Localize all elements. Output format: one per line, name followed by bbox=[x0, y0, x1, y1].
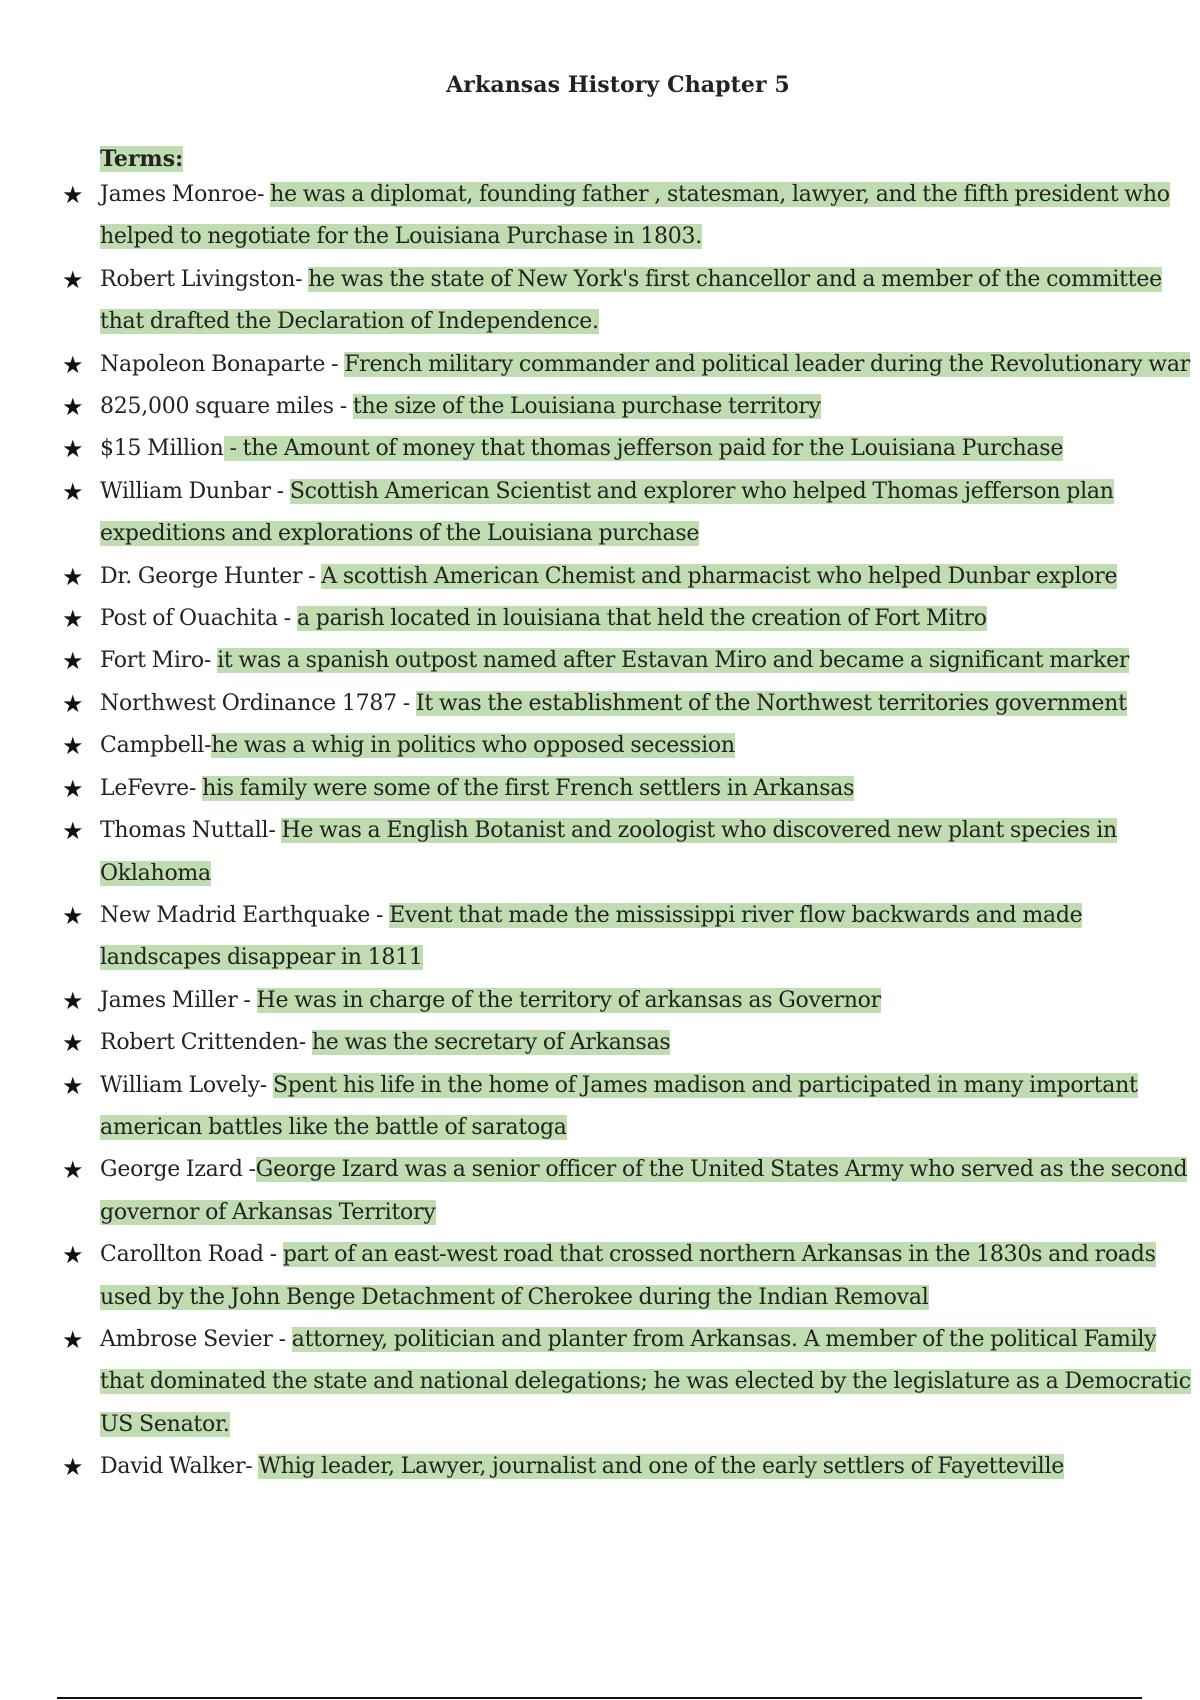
term-item bbox=[0, 640, 1200, 682]
term-label: Northwest Ordinance 1787 - bbox=[100, 690, 416, 716]
star-icon: ★ bbox=[62, 1325, 84, 1354]
star-icon: ★ bbox=[62, 1156, 84, 1185]
term-item bbox=[0, 1065, 1200, 1150]
terms-list bbox=[0, 174, 1200, 1489]
star-icon: ★ bbox=[62, 1241, 84, 1270]
term-label: David Walker- bbox=[100, 1454, 259, 1480]
term-item bbox=[0, 471, 1200, 556]
star-icon: ★ bbox=[62, 732, 84, 761]
term-label: Carollton Road - bbox=[100, 1242, 283, 1268]
term-definition: French military commander and political leader during the Revolutionary war bbox=[344, 351, 1190, 377]
term-label: Campbell- bbox=[100, 733, 212, 759]
term-item bbox=[0, 259, 1200, 344]
term-item bbox=[0, 1319, 1200, 1446]
star-icon: ★ bbox=[62, 817, 84, 846]
term-definition: he was the state of New York's first chancellor and a member of the committee that drafted the Declaration of Independence. bbox=[100, 266, 1162, 335]
term-definition: he was the secretary of Arkansas bbox=[311, 1030, 671, 1056]
term-definition: the size of the Louisiana purchase territory bbox=[352, 394, 821, 420]
term-label: Robert Livingston- bbox=[100, 266, 309, 292]
star-icon: ★ bbox=[62, 477, 84, 506]
star-icon: ★ bbox=[62, 901, 84, 930]
term-item bbox=[0, 1149, 1200, 1234]
term-item bbox=[0, 598, 1200, 640]
star-icon: ★ bbox=[62, 1029, 84, 1058]
term-definition: Scottish American Scientist and explorer who helped Thomas jefferson plan expeditions and explorations of the Louisiana purchase bbox=[100, 478, 1114, 547]
term-definition: he was a diplomat, founding father , statesman, lawyer, and the fifth president who helped to negotiate for the Louisiana Purchase in 1803. bbox=[100, 182, 1170, 250]
term-item bbox=[0, 344, 1200, 386]
term-item bbox=[0, 1446, 1200, 1488]
term-definition: attorney, politician and planter from Arkansas. A member of the political Family that dominated the state and national delegations; he was elected by the legislature as a Democratic US Senator. bbox=[100, 1326, 1191, 1437]
star-icon: ★ bbox=[62, 647, 84, 676]
term-label: George Izard - bbox=[100, 1157, 256, 1183]
term-item bbox=[0, 768, 1200, 810]
star-icon: ★ bbox=[62, 1453, 84, 1482]
term-definition: he was a whig in politics who opposed secession bbox=[211, 733, 735, 759]
terms-heading: Terms: bbox=[100, 146, 184, 172]
term-item bbox=[0, 428, 1200, 470]
term-label: Post of Ouachita - bbox=[100, 606, 297, 632]
term-item bbox=[0, 895, 1200, 980]
term-label: Ambrose Sevier - bbox=[100, 1326, 292, 1352]
term-label: LeFevre- bbox=[100, 775, 203, 801]
star-icon: ★ bbox=[62, 774, 84, 803]
star-icon: ★ bbox=[62, 393, 84, 422]
term-definition: his family were some of the first French settlers in Arkansas bbox=[202, 775, 855, 801]
term-item bbox=[0, 174, 1200, 259]
term-definition: part of an east-west road that crossed northern Arkansas in the 1830s and roads used by the John Benge Detachment of Cherokee during the Indian Removal bbox=[100, 1242, 1156, 1310]
star-icon: ★ bbox=[62, 562, 84, 591]
star-icon: ★ bbox=[62, 689, 84, 718]
star-icon: ★ bbox=[62, 435, 84, 464]
term-label: Dr. George Hunter - bbox=[100, 563, 322, 589]
term-item bbox=[0, 810, 1200, 895]
star-icon: ★ bbox=[62, 265, 84, 294]
term-label: James Miller - bbox=[100, 987, 257, 1013]
term-label: Robert Crittenden- bbox=[100, 1030, 312, 1056]
term-item bbox=[0, 1022, 1200, 1064]
term-definition: Event that made the mississippi river flow backwards and made landscapes disappear in 1811 bbox=[100, 902, 1083, 971]
bottom-rule bbox=[57, 1697, 1142, 1699]
term-label: 825,000 square miles - bbox=[100, 394, 353, 420]
term-definition: He was a English Botanist and zoologist who discovered new plant species in Oklahoma bbox=[100, 818, 1117, 886]
term-definition: - the Amount of money that thomas jefferson paid for the Louisiana Purchase bbox=[223, 436, 1064, 462]
term-label: James Monroe- bbox=[100, 182, 271, 207]
term-label: William Dunbar - bbox=[100, 478, 290, 504]
term-item bbox=[0, 980, 1200, 1022]
term-definition: it was a spanish outpost named after Estavan Miro and became a significant marker bbox=[217, 648, 1130, 674]
star-icon: ★ bbox=[62, 986, 84, 1015]
term-definition: It was the establishment of the Northwest territories government bbox=[415, 690, 1127, 716]
term-label: William Lovely- bbox=[100, 1072, 273, 1098]
term-label: New Madrid Earthquake - bbox=[100, 902, 390, 928]
page-title: Arkansas History Chapter 5 bbox=[446, 72, 790, 98]
term-definition: Whig leader, Lawyer, journalist and one of the early settlers of Fayetteville bbox=[258, 1454, 1064, 1480]
star-icon: ★ bbox=[62, 605, 84, 634]
term-label: $15 Million bbox=[100, 436, 224, 462]
term-item bbox=[0, 725, 1200, 767]
term-definition: Spent his life in the home of James madison and participated in many important american battles like the battle of saratoga bbox=[100, 1072, 1138, 1140]
term-item bbox=[0, 386, 1200, 428]
star-icon: ★ bbox=[62, 350, 84, 379]
star-icon: ★ bbox=[62, 181, 84, 209]
term-definition: a parish located in louisiana that held the creation of Fort Mitro bbox=[296, 606, 987, 632]
term-item bbox=[0, 1234, 1200, 1319]
term-label: Napoleon Bonaparte - bbox=[100, 351, 345, 377]
term-definition: He was in charge of the territory of arkansas as Governor bbox=[256, 987, 881, 1013]
star-icon: ★ bbox=[62, 1071, 84, 1100]
term-item bbox=[0, 556, 1200, 598]
term-label: Thomas Nuttall- bbox=[100, 818, 282, 844]
term-definition: A scottish American Chemist and pharmacist who helped Dunbar explore bbox=[321, 563, 1118, 589]
term-label: Fort Miro- bbox=[100, 648, 218, 674]
term-item bbox=[0, 683, 1200, 725]
term-definition: George Izard was a senior officer of the United States Army who served as the second governor of Arkansas Territory bbox=[100, 1157, 1188, 1225]
